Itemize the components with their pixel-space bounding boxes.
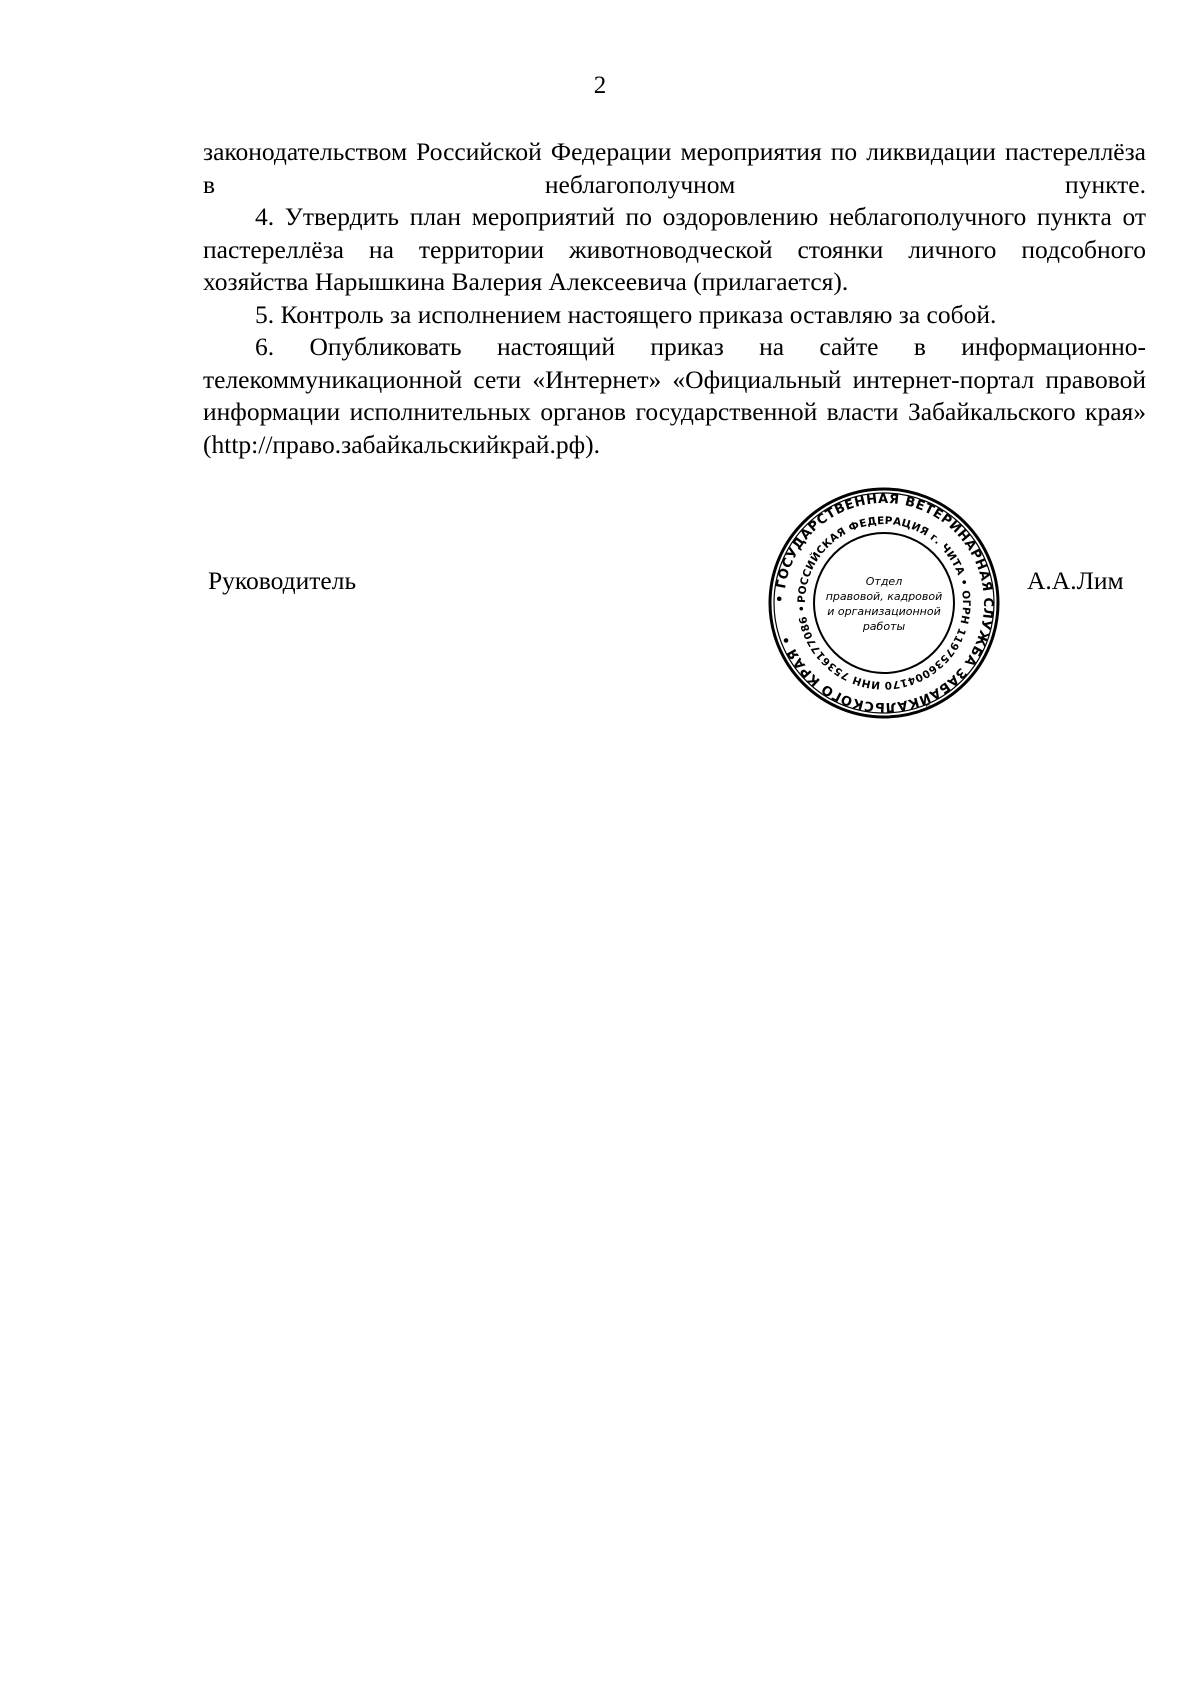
- official-seal: [768, 487, 1000, 719]
- signer-title: Руководитель: [208, 566, 357, 595]
- page-number: 2: [593, 72, 607, 99]
- seal-center-line-3: и организационной: [827, 605, 941, 618]
- seal-center-line-1: Отдел: [865, 575, 903, 588]
- seal-inner-border: [814, 533, 954, 673]
- seal-outer-ring-text: • ГОСУДАРСТВЕННАЯ ВЕТЕРИНАРНАЯ СЛУЖБА ЗАБАЙКАЛЬСКОГО КРАЯ •: [772, 491, 996, 715]
- paragraph-item-4: 4. Утвердить план мероприятий по оздоровлению неблагополучного пункта от пастереллёза на территории животноводческой стоянки личного подсобного хозяйства Нарышкина Валерия Алексеевича (прилагается).: [203, 202, 1146, 296]
- seal-center-line-4: работы: [862, 620, 906, 633]
- paragraph-continuation: законодательством Российской Федерации мероприятия по ликвидации пастереллёза в неблагополучном пункте.: [203, 137, 1146, 199]
- seal-graphic: [768, 487, 1000, 719]
- paragraph-item-6: 6. Опубликовать настоящий приказ на сайте в информационно-телекоммуникационной сети «Интернет» «Официальный интернет-портал правовой информации исполнительных органов государственной власти Забайкальского края» (http://право.забайкальскийкрай.рф).: [203, 332, 1146, 459]
- seal-center-line-2: правовой, кадровой: [825, 590, 943, 603]
- paragraph-item-5: 5. Контроль за исполнением настоящего приказа оставляю за собой.: [255, 299, 997, 329]
- seal-second-ring-text: РОССИЙСКАЯ ФЕДЕРАЦИЯ г. ЧИТА • ОГРН 1197536004170 ИНН 7536177086 •: [795, 514, 973, 692]
- signer-name: А.А.Лим: [1027, 566, 1124, 595]
- document-body: [203, 136, 1146, 461]
